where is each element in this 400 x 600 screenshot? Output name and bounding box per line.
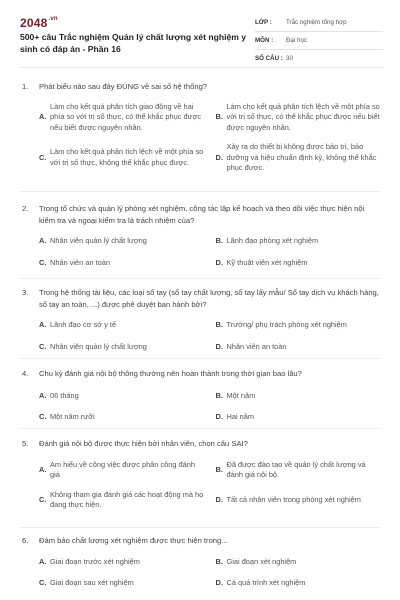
- option-a[interactable]: [39, 557, 206, 568]
- question-number: 4.: [22, 369, 29, 378]
- option-letter: C.: [39, 341, 47, 351]
- option-letter: D.: [215, 341, 223, 351]
- option-a[interactable]: [39, 460, 206, 481]
- meta-label: SỐ CÂU :: [255, 55, 283, 62]
- option-letter: B.: [215, 556, 223, 566]
- question-body: Đảm bảo chất lượng xét nghiệm được thực hiện trong...: [39, 536, 228, 545]
- option-c[interactable]: [39, 578, 206, 589]
- question-number: 3.: [22, 288, 29, 297]
- meta-row-class: [255, 14, 383, 32]
- option-d[interactable]: [216, 258, 383, 269]
- option-letter: B.: [215, 390, 223, 400]
- option-c[interactable]: [39, 412, 206, 423]
- option-text: Nhân viên quản lý chất lượng: [50, 236, 147, 245]
- option-letter: A.: [39, 112, 47, 121]
- question-text: [22, 368, 382, 380]
- option-c[interactable]: [39, 258, 206, 269]
- option-text: Làm cho kết quả phân tích lệch về một phía so với trị số thực, không thể khắc phục được.: [50, 147, 204, 167]
- header-divider: [20, 67, 380, 68]
- option-text: Làm cho kết quả phân tích giao động về hai phía so với trị số thực, có thể khắc phục được nếu biết được nguyên nhân.: [50, 101, 202, 132]
- option-text: Am hiểu về công việc được phân công đánh giá: [50, 459, 195, 479]
- option-letter: A.: [39, 236, 47, 245]
- meta-table: [255, 14, 383, 68]
- meta-row-count: [255, 50, 383, 68]
- option-letter: A.: [39, 390, 47, 400]
- option-letter: D.: [215, 257, 223, 267]
- question-divider: [20, 191, 380, 192]
- option-d[interactable]: [216, 142, 383, 174]
- option-letter: D.: [215, 152, 223, 162]
- options: [39, 557, 382, 589]
- option-text: Xảy ra do thiết bị không được bảo trì, bảo dưỡng và hiệu chuẩn định kỳ, không thể khắc phục được.: [226, 142, 377, 172]
- option-b[interactable]: [216, 320, 383, 331]
- question-3: [22, 287, 382, 352]
- question-text: [22, 203, 382, 226]
- option-a[interactable]: [39, 391, 206, 402]
- option-b[interactable]: [216, 391, 383, 402]
- logo-text: 2048: [20, 16, 48, 30]
- option-text: Trưởng/ phụ trách phòng xét nghiệm: [226, 320, 347, 329]
- option-text: Cả quá trình xét nghiệm: [226, 578, 306, 587]
- question-divider: [20, 428, 380, 429]
- option-letter: B.: [215, 112, 223, 121]
- question-number: 2.: [22, 204, 29, 213]
- header: [0, 0, 400, 64]
- question-1: [22, 81, 382, 174]
- options: [39, 236, 382, 268]
- option-b[interactable]: [216, 460, 383, 481]
- question-body: Trong tổ chức và quản lý phòng xét nghiệm, công tác lập kế hoạch và theo dõi việc thực hiện nội kiểm tra và ngoại kiểm tra là trách nhiệm của?: [39, 204, 365, 225]
- option-letter: C.: [39, 412, 47, 421]
- option-letter: B.: [215, 320, 223, 329]
- meta-label: MÔN :: [255, 37, 274, 44]
- question-number: 1.: [22, 82, 29, 91]
- option-letter: A.: [39, 464, 47, 474]
- question-divider: [20, 527, 380, 528]
- question-divider: [20, 358, 380, 359]
- option-text: Nhân viên an toàn: [50, 257, 110, 267]
- option-b[interactable]: [216, 557, 383, 568]
- option-text: Tất cả nhân viên trong phòng xét nghiệm: [226, 494, 361, 504]
- option-d[interactable]: [216, 412, 383, 423]
- option-c[interactable]: [39, 142, 206, 174]
- option-d[interactable]: [216, 342, 383, 353]
- option-a[interactable]: [39, 236, 206, 247]
- option-letter: C.: [39, 257, 47, 267]
- meta-label: LỚP :: [255, 19, 272, 26]
- page-title: 500+ câu Trắc nghiệm Quản lý chất lượng xét nghiệm y sinh có đáp án - Phần 16: [20, 32, 247, 54]
- question-2: [22, 203, 382, 268]
- option-text: Một năm: [226, 390, 256, 400]
- option-text: Làm cho kết quả phân tích lệch về một phía so với trị số thực, có thể khắc phục được nếu biết được nguyên nhân.: [226, 101, 380, 132]
- option-a[interactable]: [39, 320, 206, 331]
- option-text: Đã được đào tạo về quản lý chất lượng và đánh giá nội bộ.: [226, 459, 366, 479]
- question-4: [22, 368, 382, 423]
- meta-value: Đại học: [286, 37, 307, 44]
- logo-suffix: .vn: [48, 16, 58, 22]
- option-c[interactable]: [39, 490, 206, 511]
- option-d[interactable]: [216, 578, 383, 589]
- option-text: Không tham gia đánh giá các hoạt động mà họ đang thực hiện.: [50, 489, 204, 509]
- options: [39, 102, 382, 174]
- option-letter: D.: [215, 578, 223, 587]
- option-letter: A.: [39, 556, 47, 566]
- meta-value: Trắc nghiệm tổng hợp: [286, 19, 347, 26]
- question-number: 5.: [22, 439, 29, 448]
- option-letter: B.: [215, 464, 223, 474]
- option-b[interactable]: [216, 236, 383, 247]
- option-text: Nhân viên quản lý chất lượng: [50, 341, 147, 351]
- option-letter: D.: [215, 412, 223, 421]
- option-letter: C.: [39, 152, 47, 162]
- question-body: Đánh giá nội bộ được thực hiện bởi nhân viên, chọn câu SAI?: [39, 439, 248, 448]
- question-text: [22, 438, 382, 450]
- option-letter: A.: [39, 320, 47, 329]
- options: [39, 320, 382, 352]
- option-letter: C.: [39, 578, 47, 587]
- question-6: [22, 535, 382, 589]
- option-letter: B.: [215, 236, 223, 245]
- option-text: Nhân viên an toàn: [226, 341, 287, 351]
- option-text: Giai đoạn sau xét nghiệm: [50, 578, 134, 587]
- question-body: Chu kỳ đánh giá nội bộ thông thường nên hoàn thành trong thời gian bao lâu?: [39, 369, 302, 378]
- question-text: [22, 287, 382, 310]
- options: [39, 391, 382, 423]
- option-text: Hai năm: [226, 412, 255, 421]
- question-text: [22, 81, 382, 93]
- option-text: Giai đoạn xét nghiệm: [226, 556, 297, 566]
- option-text: Một năm rưỡi: [50, 412, 95, 421]
- option-c[interactable]: [39, 342, 206, 353]
- option-text: Lãnh đạo phòng xét nghiệm: [226, 236, 319, 245]
- options: [39, 460, 382, 511]
- site-logo[interactable]: [20, 16, 58, 30]
- option-text: Lãnh đạo cơ sở y tế: [50, 320, 116, 329]
- meta-value: 30: [286, 55, 293, 62]
- option-b[interactable]: [216, 102, 383, 134]
- option-text: Kỹ thuật viên xét nghiệm: [226, 257, 308, 267]
- option-text: Giai đoạn trước xét nghiệm: [50, 556, 140, 566]
- question-number: 6.: [22, 536, 29, 545]
- question-body: Trong hệ thống tài liệu, các loại sổ tay (sổ tay chất lượng, sổ tay lấy mẫu/ Sổ tay dịch vụ khách hàng, sổ tay an toàn, ...) được phê duyệt ban hành bởi?: [39, 288, 379, 309]
- option-d[interactable]: [216, 490, 383, 511]
- question-body: Phát biểu nào sau đây ĐÚNG về sai số hệ thống?: [39, 82, 208, 91]
- option-letter: C.: [39, 494, 47, 504]
- meta-row-subject: [255, 32, 383, 50]
- question-5: [22, 438, 382, 511]
- option-letter: D.: [215, 494, 223, 504]
- option-text: 06 tháng: [50, 390, 79, 400]
- question-divider: [20, 278, 380, 279]
- option-a[interactable]: [39, 102, 206, 134]
- question-text: [22, 535, 382, 547]
